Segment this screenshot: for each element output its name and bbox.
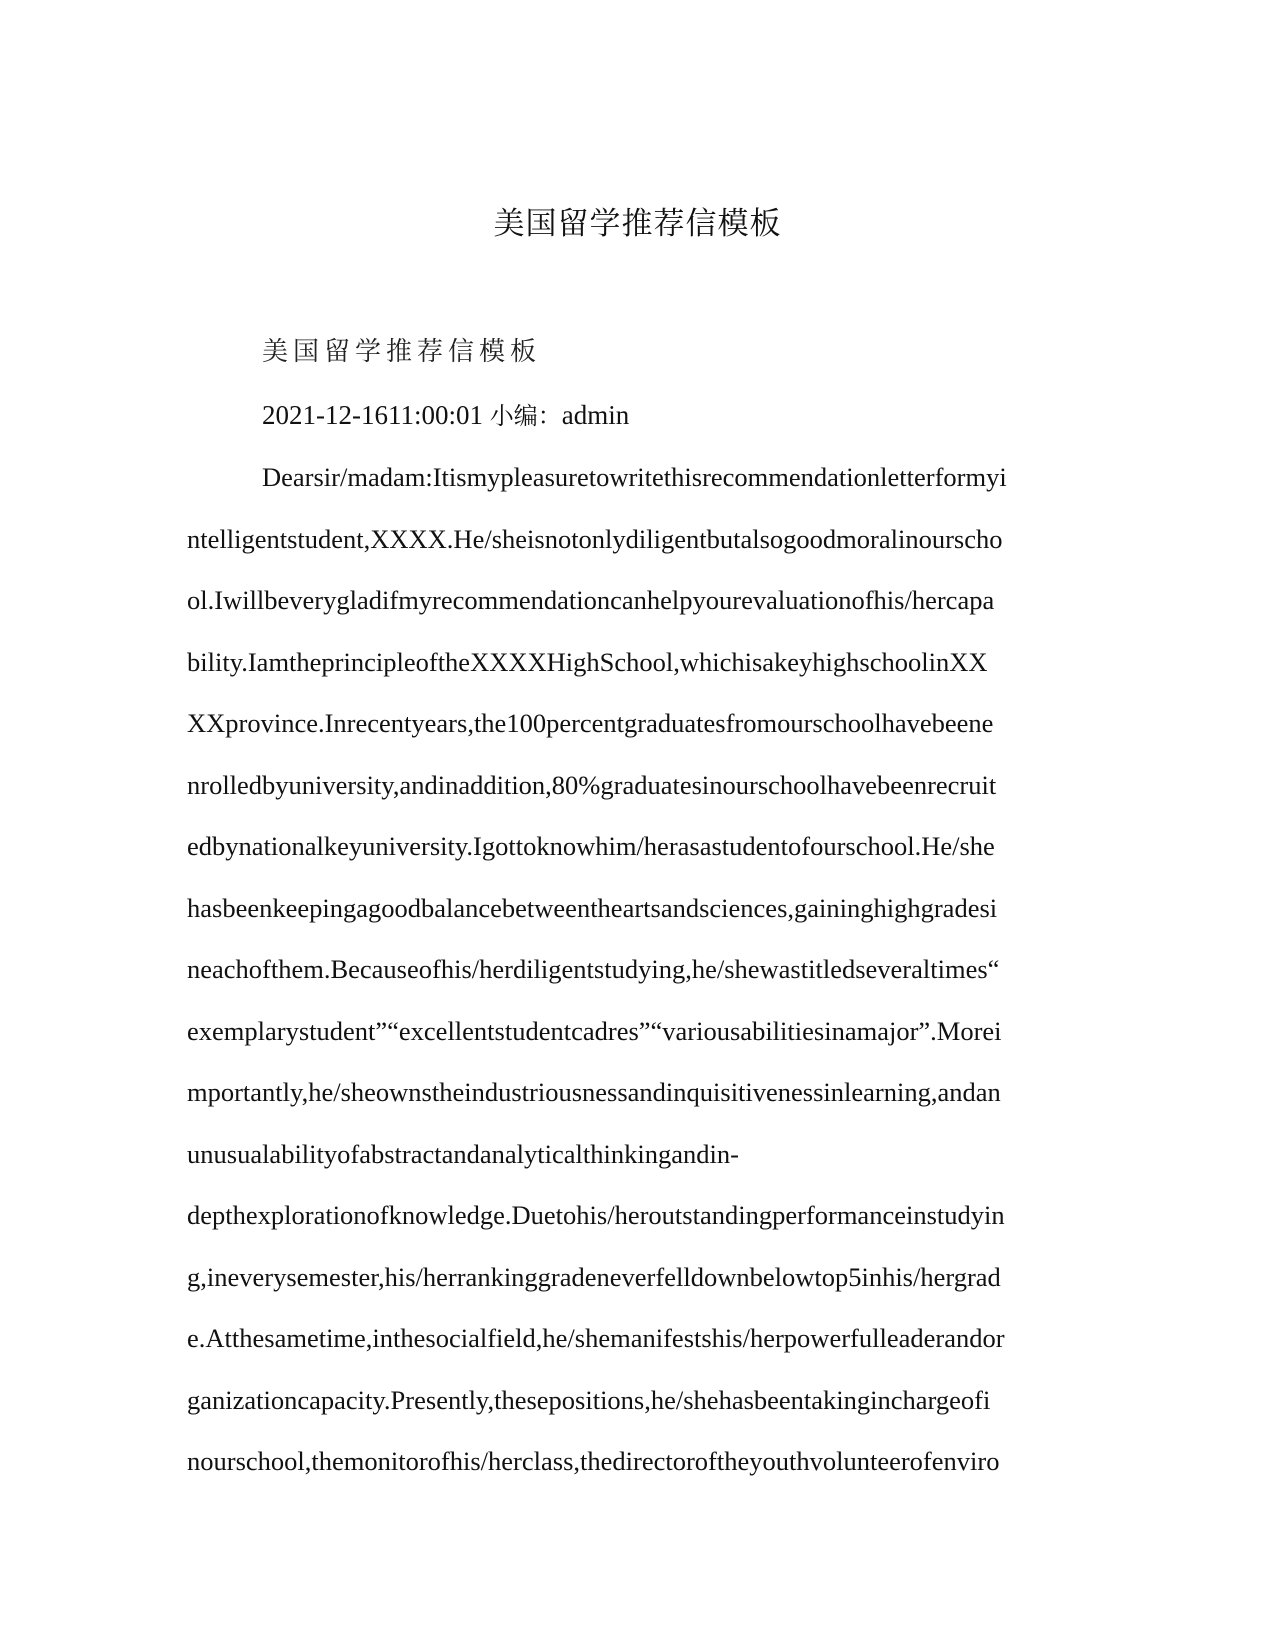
letter-body (187, 457, 1092, 1503)
document-subtitle: 美国留学推荐信模板 (262, 337, 542, 367)
body-line: e.Atthesametime,inthesocialfield,he/shemanifestshis/herpowerfulleaderandor (187, 1323, 1005, 1353)
body-line: XXprovince.Inrecentyears,the100percentgraduatesfromourschoolhavebeene (187, 708, 994, 738)
body-line: ol.Iwillbeverygladifmyrecommendationcanhelpyourevaluationofhis/hercapa (187, 585, 995, 615)
author-label: 小编： (489, 402, 562, 430)
body-line: Dearsir/madam:Itismypleasuretowritethisrecommendationletterformyi (262, 462, 1007, 492)
body-line: edbynationalkeyuniversity.Igottoknowhim/herasastudentofourschool.He/she (187, 831, 995, 861)
body-line: nrolledbyuniversity,andinaddition,80%graduatesinourschoolhavebeenrecruit (187, 769, 997, 800)
body-line: depthexplorationofknowledge.Duetohis/heroutstandingperformanceinstudyin (187, 1200, 1005, 1230)
body-line: g,ineverysemester,his/herrankinggradeneverfelldownbelowtop5inhis/hergrad (187, 1261, 1001, 1292)
body-line: neachofthem.Becauseofhis/herdiligentstudying,he/shewastitledseveraltimes“ (187, 954, 1000, 984)
body-line: exemplarystudent”“excellentstudentcadres”“variousabilitiesinamajor”.Morei (187, 1015, 1002, 1046)
post-date: 2021-12-1611:00:01 (262, 400, 483, 430)
body-line: mportantly,he/sheownstheindustriousnessandinquisitivenessinlearning,andan (187, 1077, 1001, 1107)
document-title: 美国留学推荐信模板 (493, 206, 782, 242)
body-line: bility.IamtheprincipleoftheXXXXHighSchool,whichisakeyhighschoolinXX (187, 646, 988, 677)
author-name: admin (561, 400, 630, 430)
body-line: ntelligentstudent,XXXX.He/sheisnotonlydiligentbutalsogoodmoralinourscho (187, 523, 1003, 554)
body-line: unusualabilityofabstractandanalyticalthinkingandin- (187, 1138, 739, 1169)
post-meta (262, 395, 629, 436)
body-line: ganizationcapacity.Presently,thesepositions,he/shehasbeentakinginchargeofi (187, 1384, 991, 1415)
body-line: nourschool,themonitorofhis/herclass,thedirectoroftheyouthvolunteerofenviro (187, 1446, 1000, 1476)
body-line: hasbeenkeepingagoodbalancebetweentheartsandsciences,gaininghighgradesi (187, 892, 998, 923)
